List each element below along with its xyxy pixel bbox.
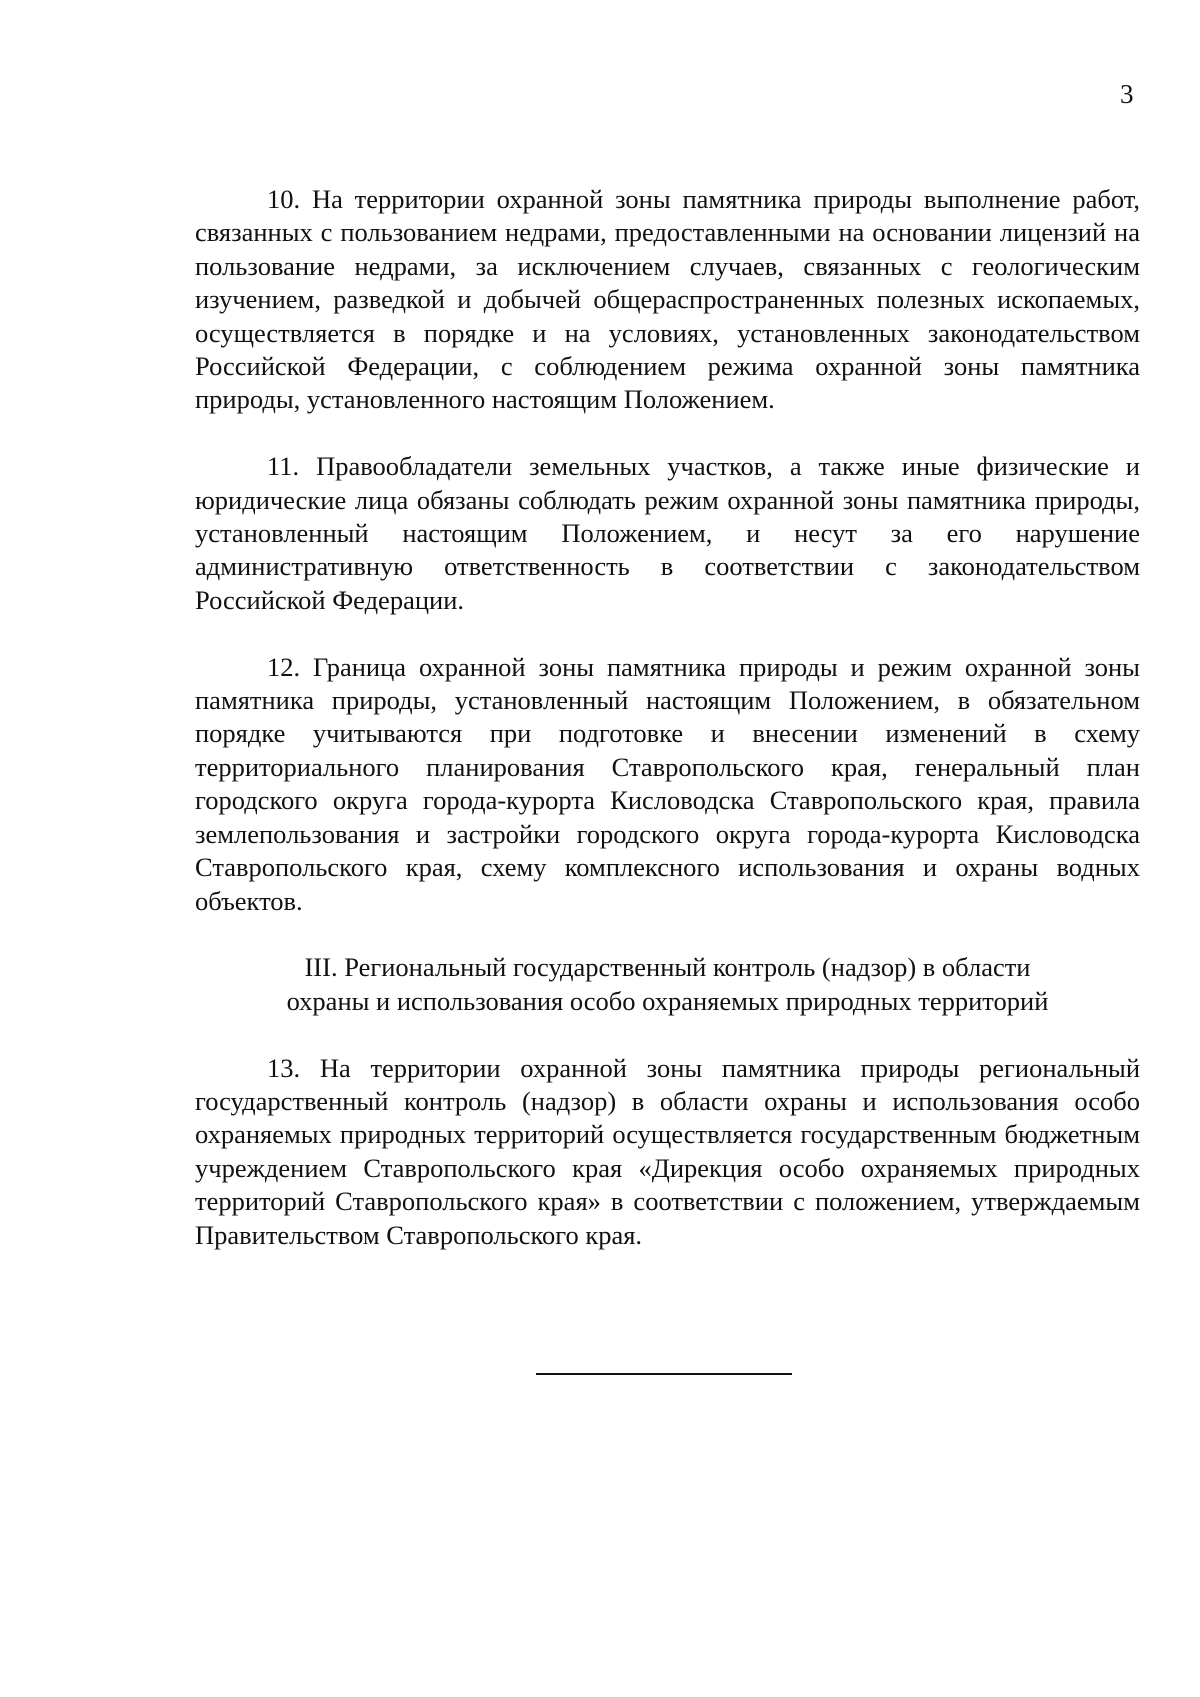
end-of-document-rule	[536, 1373, 792, 1375]
page-number: 3	[1120, 79, 1134, 109]
section-heading-line-2: охраны и использования особо охраняемых природных территорий	[286, 985, 1049, 1016]
section-heading-line-1: III. Региональный государственный контроль (надзор) в области	[304, 952, 1031, 983]
section-heading	[195, 951, 1140, 1018]
paragraph-12: 12. Граница охранной зоны памятника природы и режим охранной зоны памятника природы, установленный настоящим Положением, в обязательном порядке учитываются при подготовке и внесении изменений в схему территориального планирования Ставропольского края, генеральный план городского округа города-курорта Кисловодска Ставропольского края, правила землепользования и застройки городского округа города-курорта Кисловодска Ставропольского края, схему комплексного использования и охраны водных объектов.	[195, 651, 1140, 916]
document-body	[195, 183, 1140, 1285]
paragraph-13: 13. На территории охранной зоны памятника природы региональный государственный контроль (надзор) в области охраны и использования особо охраняемых природных территорий осуществляется государственным бюджетным учреждением Ставропольского края «Дирекция особо охраняемых природных территорий Ставропольского края» в соответствии с положением, утверждаемым Правительством Ставропольского края.	[195, 1052, 1140, 1250]
paragraph-11: 11. Правообладатели земельных участков, а также иные физические и юридические лица обязаны соблюдать режим охранной зоны памятника природы, установленный настоящим Положением, и несут за его нарушение административную ответственность в соответствии с законодательством Российской Федерации.	[195, 451, 1140, 615]
paragraph-10: 10. На территории охранной зоны памятника природы выполнение работ, связанных с пользованием недрами, предоставленными на основании лицензий на пользование недрами, за исключением случаев, связанных с геологическим изучением, разведкой и добычей общераспространенных полезных ископаемых, осуществляется в порядке и на условиях, установленных законодательством Российской Федерации, с соблюдением режима охранной зоны памятника природы, установленного настоящим Положением.	[195, 184, 1140, 415]
